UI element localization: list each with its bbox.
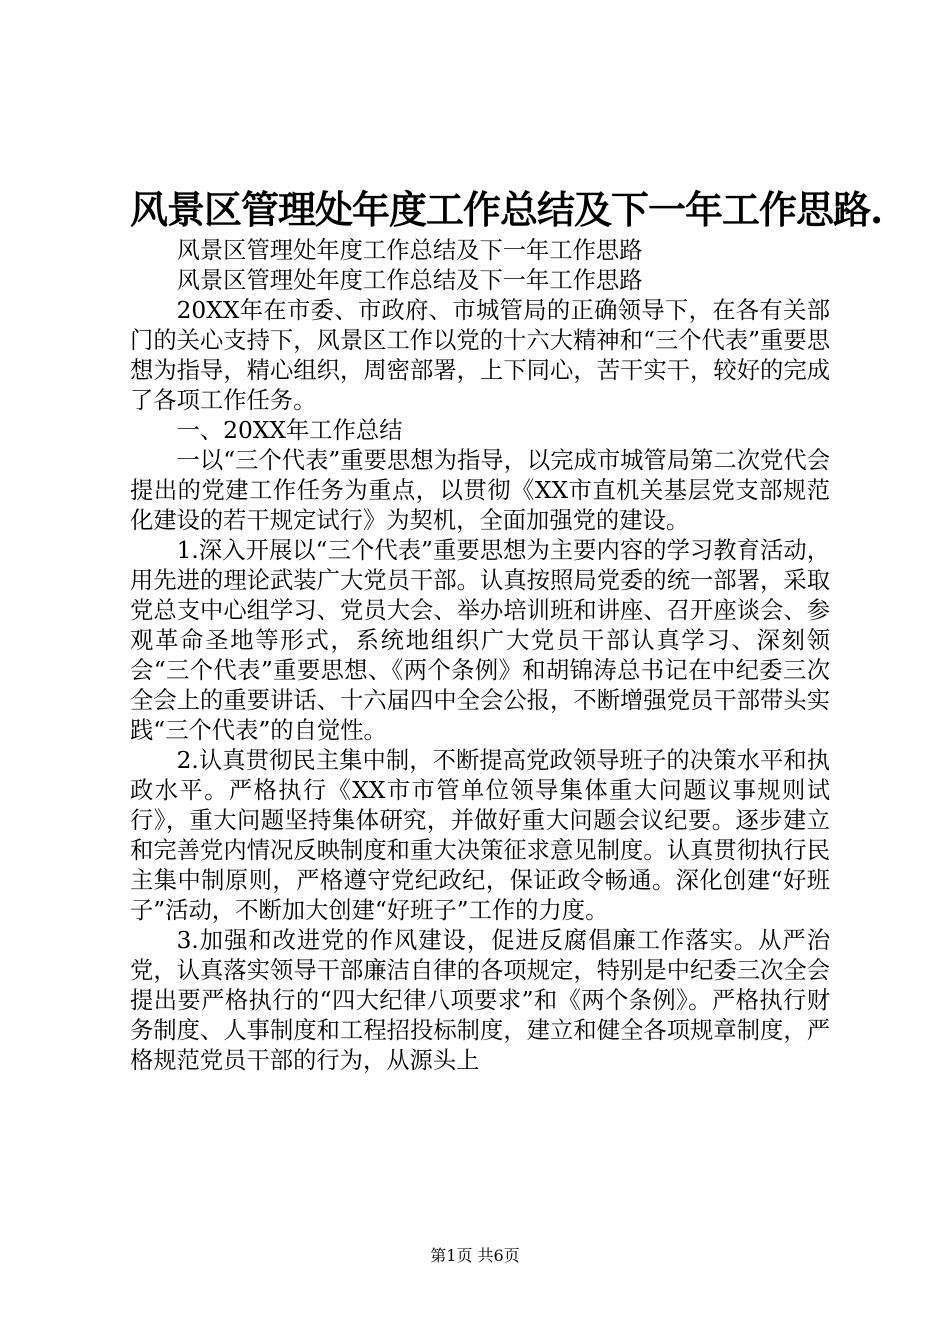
body-paragraph: 1.深入开展以“三个代表”重要思想为主要内容的学习教育活动，用先进的理论武装广大党员干部。认真按照局党委的统一部署，采取党总支中心组学习、党员大会、举办培训班和讲座、召开座谈会、参观革命圣地等形式，系统地组织广大党员干部认真学习、深刻领会“三个代表”重要思想、《两个条例》和胡锦涛总书记在中纪委三次全会上的重要讲话、十六届四中全会公报，不断增强党员干部带头实践“三个代表”的自觉性。 xyxy=(130,537,830,744)
page-footer: 第1页 共6页 xyxy=(430,1246,520,1265)
document-body xyxy=(130,236,830,1076)
section-heading: 一、20XX年工作总结 xyxy=(176,417,403,444)
subtitle-paragraph: 风景区管理处年度工作总结及下一年工作思路 xyxy=(176,237,643,264)
document-title: 风景区管理处年度工作总结及下一年工作思路. xyxy=(130,187,883,232)
body-paragraph: 2.认真贯彻民主集中制，不断提高党政领导班子的决策水平和执政水平。严格执行《XX市市管单位领导集体重大问题议事规则试行》，重大问题坚持集体研究，并做好重大问题会议纪要。逐步建立和完善党内情况反映制度和重大决策征求意见制度。认真贯彻执行民主集中制原则，严格遵守党纪政纪，保证政令畅通。深化创建“好班子”活动，不断加大创建“好班子”工作的力度。 xyxy=(130,747,830,924)
body-paragraph: 3.加强和改进党的作风建设，促进反腐倡廉工作落实。从严治党，认真落实领导干部廉洁自律的各项规定，特别是中纪委三次全会提出要严格执行的“四大纪律八项要求”和《两个条例》。严格执行财务制度、人事制度和工程招投标制度，建立和健全各项规章制度，严格规范党员干部的行为，从源头上 xyxy=(130,927,830,1074)
body-paragraph: 一以“三个代表”重要思想为指导，以完成市城管局第二次党代会提出的党建工作任务为重点，以贯彻《XX市直机关基层党支部规范化建设的若干规定试行》为契机，全面加强党的建设。 xyxy=(130,447,830,534)
intro-paragraph: 20XX年在市委、市政府、市城管局的正确领导下，在各有关部门的关心支持下，风景区工作以党的十六大精神和“三个代表”重要思想为指导，精心组织，周密部署，上下同心，苦干实干，较好的完成了各项工作任务。 xyxy=(130,297,830,414)
subtitle-paragraph: 风景区管理处年度工作总结及下一年工作思路 xyxy=(176,267,643,294)
